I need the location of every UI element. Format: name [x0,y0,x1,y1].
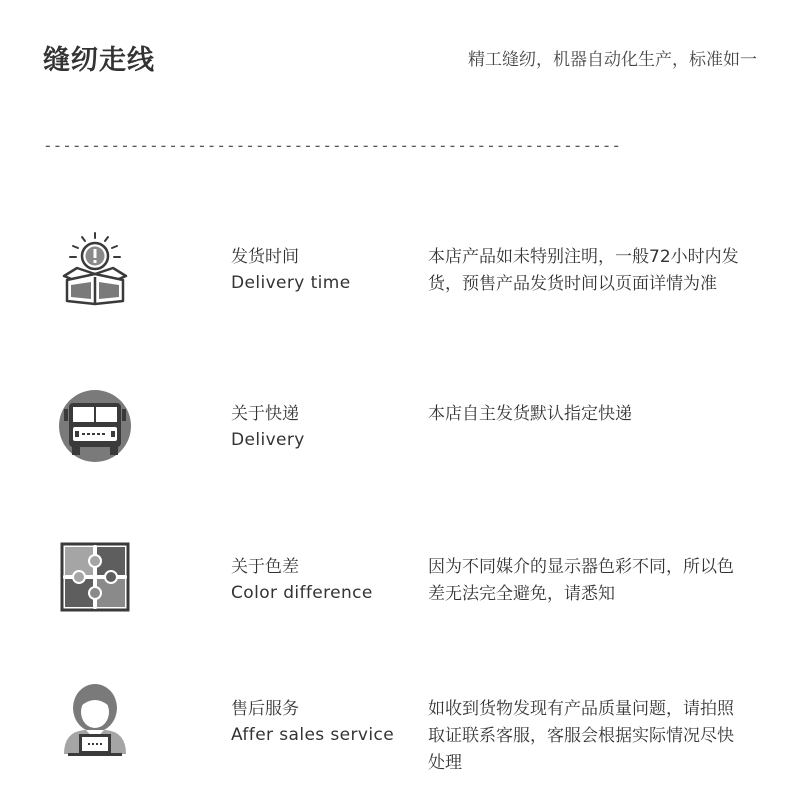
label-cn: 关于色差 [231,557,299,577]
puzzle-icon [58,542,134,618]
label-cn: 发货时间 [231,247,299,267]
row-description: 本店自主发货默认指定快递 [428,404,632,424]
label-en: Color difference [231,583,373,603]
row-label [231,554,416,606]
row-description: 因为不同媒介的显示器色彩不同，所以色差无法完全避免，请悉知 [428,557,734,604]
label-cn: 售后服务 [231,699,299,719]
label-cn: 关于快递 [231,404,299,424]
label-en: Affer sales service [231,725,395,745]
customer-service-icon [58,684,134,760]
info-row-delivery-time [0,232,790,342]
row-description: 本店产品如未特别注明，一般72小时内发货，预售产品发货时间以页面详情为准 [428,247,739,294]
row-label [231,696,416,748]
row-description: 如收到货物发现有产品质量问题，请拍照取证联系客服，客服会根据实际情况尽快处理 [428,699,734,773]
divider: ------------------------------------------------------------ [43,138,621,154]
page-title: 缝纫走线 [43,45,155,76]
label-en: Delivery time [231,273,351,293]
truck-icon [58,389,134,465]
row-label [231,401,416,453]
row-label [231,244,416,296]
page-subtitle: 精工缝纫，机器自动化生产，标准如一 [468,50,757,70]
info-row-after-sales [0,684,790,794]
info-row-delivery [0,389,790,499]
box-alert-icon [58,232,134,308]
label-en: Delivery [231,430,305,450]
info-row-color-difference [0,542,790,652]
